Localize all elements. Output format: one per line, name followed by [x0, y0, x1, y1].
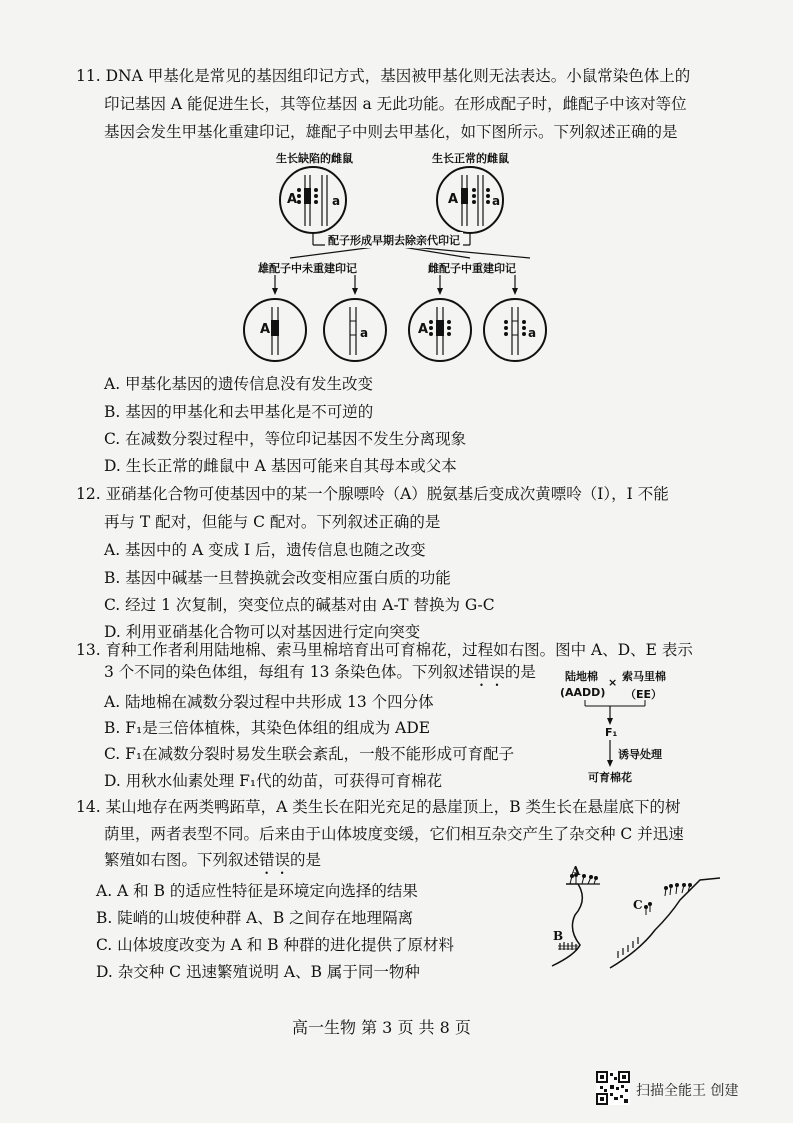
q11-fig-left-title: 生长缺陷的雌鼠 [276, 152, 353, 165]
q12-option-d: D. 利用亚硝基化合物可以对基因进行定向突变 [104, 623, 421, 641]
q11-fig-left-branch: 雄配子中未重建印记 [258, 262, 357, 275]
q13-stem-line-1: 13. 育种工作者利用陆地棉、索马里棉培育出可育棉花，过程如右图。图中 A、D、E 表示 [76, 641, 693, 659]
watermark-text: 扫描全能王 创建 [636, 1083, 739, 1099]
q13-option-b: B. F₁是三倍体植株，其染色体组的组成为 ADE [104, 719, 431, 737]
q12-stem-line-1: 12. 亚硝基化合物可使基因中的某一个腺嘌呤（A）脱氨基后变成次黄嘌呤（I），I 不能 [76, 485, 669, 503]
q12-stem-line-2: 再与 T 配对，但能与 C 配对。下列叙述正确的是 [104, 513, 441, 531]
q11-fig-gene-A-3: A [260, 322, 271, 337]
q12-option-c: C. 经过 1 次复制，突变位点的碱基对由 A-T 替换为 G-C [104, 596, 495, 614]
q13-option-a: A. 陆地棉在减数分裂过程中共形成 13 个四分体 [104, 693, 434, 711]
q14-option-b: B. 陡峭的山坡使种群 A、B 之间存在地理隔离 [96, 909, 414, 927]
q12-option-a: A. 基因中的 A 变成 I 后，遗传信息也随之改变 [104, 541, 426, 559]
q13-fig-cross: × [608, 676, 618, 689]
q13-fig-parent-1: 陆地棉 [565, 670, 598, 683]
q13-fig-parent-2-genome: （EE） [625, 688, 663, 701]
q13-fig-parent-2: 索马里棉 [622, 670, 666, 683]
q14-stem-line-1: 14. 某山地存在两类鸭跖草，A 类生长在阳光充足的悬崖顶上，B 类生长在悬崖底下的树 [76, 798, 681, 816]
q13-option-d: D. 用秋水仙素处理 F₁代的幼苗，可获得可育棉花 [104, 772, 443, 790]
q11-fig-right-branch: 雌配子中重建印记 [428, 262, 516, 275]
q11-option-b: B. 基因的甲基化和去甲基化是不可逆的 [104, 403, 374, 421]
q11-option-a: A. 甲基化基因的遗传信息没有发生改变 [104, 375, 374, 393]
q11-fig-gene-a-2: a [492, 194, 501, 208]
q14-option-a: A. A 和 B 的适应性特征是环境定向选择的结果 [96, 882, 418, 900]
q13-emphasis: 错误 [473, 663, 505, 681]
q13-fig-treat: 诱导处理 [618, 748, 662, 761]
q13-fig-result: 可育棉花 [588, 771, 632, 784]
q13-stem-line-2-pre: 3 个不同的染色体组，每组有 13 条染色体。下列叙述 [104, 663, 474, 681]
q11-fig-gene-a-4: a [528, 326, 537, 340]
qr-code-icon [596, 1071, 630, 1105]
q12-option-b: B. 基因中碱基一旦替换就会改变相应蛋白质的功能 [104, 569, 451, 587]
q11-fig-right-title: 生长正常的雌鼠 [432, 152, 509, 165]
q14-option-d: D. 杂交种 C 迅速繁殖说明 A、B 属于同一物种 [96, 963, 420, 981]
q14-stem-line-3-pre: 繁殖如右图。下列叙述 [104, 851, 260, 869]
q13-option-c: C. F₁在减数分裂时易发生联会紊乱，一般不能形成可育配子 [104, 745, 515, 763]
q11-stem-line-1: 11. DNA 甲基化是常见的基因组印记方式，基因被甲基化则无法表达。小鼠常染色体上的 [76, 67, 691, 85]
q14-stem-line-2: 荫里，两者表型不同。后来由于山体坡度变缓，它们相互杂交产生了杂交种 C 并迅速 [104, 825, 684, 843]
q11-fig-gene-a-3: a [360, 326, 369, 340]
q14-fig-label-A: A [571, 864, 581, 878]
q13-stem-line-2-post: 的是 [504, 663, 536, 681]
q11-option-d: D. 生长正常的雌鼠中 A 基因可能来自其母本或父本 [104, 457, 457, 475]
q11-fig-gene-A-4: A [418, 322, 429, 337]
q11-fig-gene-A-2: A [448, 192, 459, 207]
q14-stem-line-3-post: 的是 [290, 851, 322, 869]
q11-stem-line-3: 基因会发生甲基化重建印记，雄配子中则去甲基化，如下图所示。下列叙述正确的是 [104, 123, 678, 141]
q11-fig-gene-a-1: a [332, 194, 341, 208]
q13-fig-parent-1-genome: (AADD) [560, 686, 606, 699]
q13-fig-f1: F₁ [605, 726, 618, 739]
q11-option-c: C. 在减数分裂过程中，等位印记基因不发生分离现象 [104, 430, 467, 448]
q14-emphasis: 错误 [259, 851, 291, 869]
page-footer: 高一生物 第 3 页 共 8 页 [292, 1018, 471, 1037]
q14-option-c: C. 山体坡度改变为 A 和 B 种群的进化提供了原材料 [96, 936, 454, 954]
q11-fig-middle-label: 配子形成早期去除亲代印记 [325, 232, 463, 248]
q14-fig-label-B: B [553, 929, 564, 943]
q11-fig-gene-A-1: A [287, 192, 298, 207]
q11-stem-line-2: 印记基因 A 能促进生长，其等位基因 a 无此功能。在形成配子时，雌配子中该对等位 [104, 95, 687, 113]
q14-fig-label-C: C [633, 898, 643, 912]
